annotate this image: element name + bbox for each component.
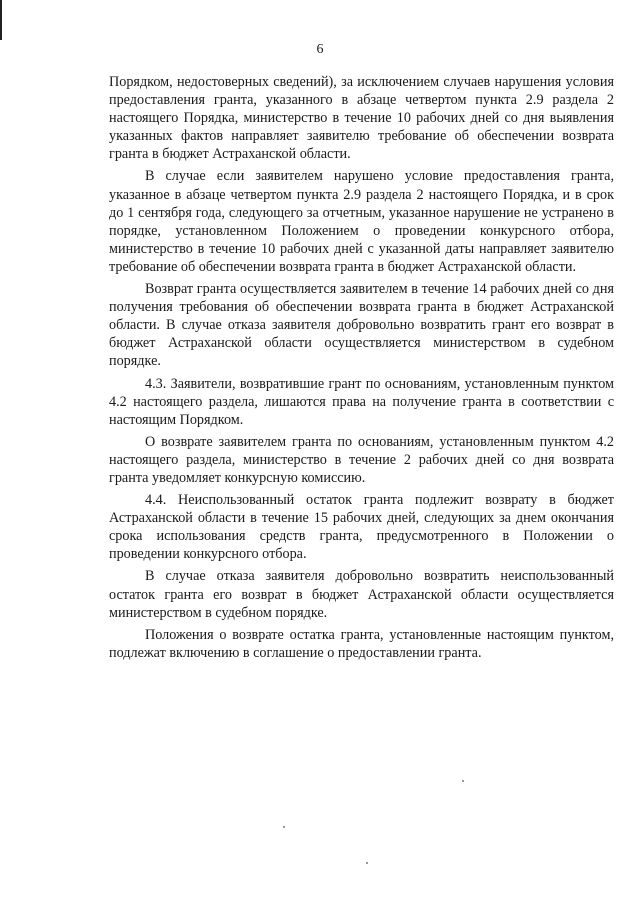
document-body bbox=[109, 73, 614, 666]
scan-speck bbox=[366, 862, 368, 864]
paragraph-6: 4.4. Неиспользованный остаток гранта подлежит возврату в бюджет Астраханской области в течение 15 рабочих дней, следующих за днем окончания срока использования средств гранта, предусмотренного в Положении о проведении конкурсного отбора. bbox=[109, 492, 614, 563]
paragraph-4: 4.3. Заявители, возвратившие грант по основаниям, установленным пунктом 4.2 настоящего раздела, лишаются права на получение гранта в соответствии с настоящим Порядком. bbox=[109, 375, 614, 428]
page-number: 6 bbox=[316, 42, 324, 57]
paragraph-5: О возврате заявителем гранта по основаниям, установленным пунктом 4.2 настоящего раздела, министерство в течение 2 рабочих дней со дня возврата гранта уведомляет конкурсную комиссию. bbox=[109, 433, 614, 486]
scan-speck bbox=[283, 826, 285, 828]
scan-speck bbox=[462, 780, 464, 782]
paragraph-3: Возврат гранта осуществляется заявителем в течение 14 рабочих дней со дня получения требования об обеспечении возврата гранта в бюджет Астраханской области. В случае отказа заявителя добровольно возвратить грант его возврат в бюджет Астраханской области осуществляется министерством в судебном порядке. bbox=[109, 281, 614, 370]
paragraph-8: Положения о возврате остатка гранта, установленные настоящим пунктом, подлежат включению в соглашение о предоставлении гранта. bbox=[109, 626, 614, 661]
paragraph-7: В случае отказа заявителя добровольно возвратить неиспользованный остаток гранта его возврат в бюджет Астраханской области осуществляется министерством в судебном порядке. bbox=[109, 568, 614, 621]
paragraph-2: В случае если заявителем нарушено условие предоставления гранта, указанное в абзаце четвертом пункта 2.9 раздела 2 настоящего Порядка, и в срок до 1 сентября года, следующего за отчетным, указанное нарушение не устранено в порядке, установленном Положением о проведении конкурсного отбора, министерство в течение 10 рабочих дней с указанной даты направляет заявителю требование об обеспечении возврата гранта в бюджет Астраханской области. bbox=[109, 168, 614, 275]
page-edge-mark bbox=[0, 0, 2, 40]
paragraph-1: Порядком, недостоверных сведений), за исключением случаев нарушения условия предоставления гранта, указанного в абзаце четвертом пункта 2.9 раздела 2 настоящего Порядка, министерство в течение 10 рабочих дней со дня выявления указанных фактов направляет заявителю требование об обеспечении возврата гранта в бюджет Астраханской области. bbox=[109, 74, 614, 163]
